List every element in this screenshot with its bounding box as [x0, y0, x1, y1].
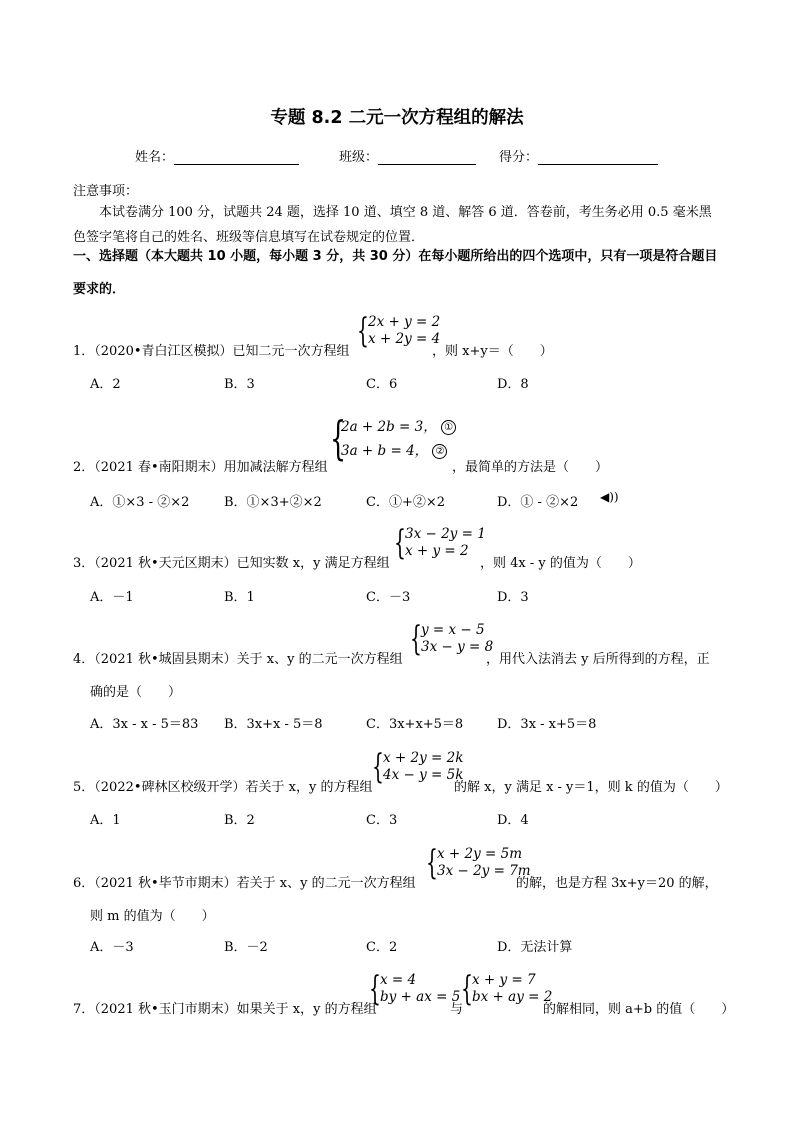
q5-option-a[interactable]: A．1 — [90, 813, 121, 828]
q3-option-a[interactable]: A．－1 — [90, 590, 134, 605]
q3-stem-after: ，则 4x - y 的值为（ ） — [480, 556, 641, 571]
q7-sys2-eq1: x + y = 7 — [472, 972, 536, 988]
q1-eq2: x + 2y = 4 — [368, 331, 441, 347]
notes-heading: 注意事项： — [73, 184, 139, 199]
q7-sys2-eq2: bx + ay = 2 — [472, 989, 553, 1005]
q4-option-a[interactable]: A．3x - x - 5＝83 — [90, 717, 199, 732]
q5-option-c[interactable]: C．3 — [366, 813, 398, 828]
q4-option-c[interactable]: C．3x+x+5＝8 — [366, 717, 464, 732]
q6-option-c[interactable]: C．2 — [366, 940, 398, 955]
q4-stem-before: 4．（2021 秋•城固县期末）关于 x、y 的二元一次方程组 — [73, 652, 403, 667]
q1-option-c[interactable]: C．6 — [366, 377, 398, 392]
q1-system: { 2x + y = 2 x + 2y = 4 — [357, 311, 441, 351]
q2-eq2: 3a + b = 4， — [341, 443, 429, 459]
q3-option-d[interactable]: D．3 — [497, 590, 529, 605]
score-blank[interactable] — [538, 150, 658, 165]
section-heading: 一、选择题（本大题共 10 小题，每小题 3 分，共 30 分）在每小题所给出的四个选项中，只有一项是符合题目要求的． — [73, 249, 718, 297]
class-blank[interactable] — [378, 150, 476, 165]
q1-eq1: 2x + y = 2 — [368, 314, 441, 330]
q5-option-b[interactable]: B．2 — [224, 813, 255, 828]
q4-system: { y = x − 5 3x − y = 8 — [410, 619, 494, 659]
q7-stem-before: 7．（2021 秋•玉门市期末）如果关于 x，y 的方程组 — [73, 1002, 377, 1017]
q7-sys1-eq1: x = 4 — [380, 972, 417, 988]
q2-option-d[interactable]: D．① - ②×2 — [497, 495, 579, 510]
q3-system: { 3x − 2y = 1 x + y = 2 — [394, 523, 486, 563]
q2-mark-1: ① — [441, 420, 456, 435]
q3-eq2: x + y = 2 — [405, 543, 469, 559]
q2-stem-after: ，最简单的方法是（ ） — [452, 460, 609, 475]
q3-option-b[interactable]: B．1 — [224, 590, 255, 605]
q3-stem-before: 3．（2021 秋•天元区期末）已知实数 x，y 满足方程组 — [73, 556, 390, 571]
q2-option-c[interactable]: C．①+②×2 — [366, 495, 446, 510]
q5-stem-after: 的解 x，y 满足 x - y＝1，则 k 的值为（ ） — [454, 780, 728, 795]
q4-stem-line2: 确的是（ ） — [90, 685, 182, 700]
q5-option-d[interactable]: D．4 — [497, 813, 529, 828]
notes-body: 本试卷满分 100 分，试题共 24 题，选择 10 道、填空 8 道、解答 6 道．答卷前，考生务必用 0.5 毫米黑色签字笔将自己的姓名、班级等信息填写在试卷规定的位置． — [73, 205, 712, 245]
q6-eq2: 3x − 2y = 7m — [437, 863, 531, 879]
q5-stem-before: 5．（2022•碑林区校级开学）若关于 x，y 的方程组 — [73, 780, 373, 795]
q7-system-1: { x = 4 by + ax = 5 — [369, 969, 461, 1009]
name-label: 姓名： — [135, 150, 175, 165]
q6-system: { x + 2y = 5m 3x − 2y = 7m — [426, 843, 531, 883]
q1-option-a[interactable]: A．2 — [90, 377, 121, 392]
name-field[interactable] — [135, 146, 299, 165]
name-blank[interactable] — [174, 150, 299, 165]
q4-eq2: 3x − y = 8 — [421, 639, 494, 655]
page-title: 专题 8.2 二元一次方程组的解法 — [270, 108, 524, 128]
q1-stem-before: 1．（2020•青白江区模拟）已知二元一次方程组 — [73, 344, 350, 359]
q2-stem-before: 2．（2021 春•南阳期末）用加减法解方程组 — [73, 460, 328, 475]
q3-option-c[interactable]: C．－3 — [366, 590, 411, 605]
q1-option-d[interactable]: D．8 — [497, 377, 529, 392]
q1-option-b[interactable]: B．3 — [224, 377, 255, 392]
q5-eq1: x + 2y = 2k — [383, 750, 464, 766]
q2-system: { 2a + 2b = 3， ① 3a + b = 4， ② — [330, 415, 456, 463]
q6-stem-line2: 则 m 的值为（ ） — [90, 909, 215, 924]
q1-stem-after: ，则 x+y＝（ ） — [432, 344, 553, 359]
q7-stem-after: 的解相同，则 a+b 的值（ ） — [543, 1002, 735, 1017]
q2-option-b[interactable]: B．①×3+②×2 — [224, 495, 322, 510]
q3-eq1: 3x − 2y = 1 — [405, 526, 486, 542]
speaker-icon[interactable]: ◀)) — [600, 490, 619, 504]
q2-option-a[interactable]: A．①×3 - ②×2 — [90, 495, 190, 510]
class-field[interactable] — [339, 146, 476, 165]
q7-system-2: { x + y = 7 bx + ay = 2 — [461, 969, 553, 1009]
class-label: 班级： — [339, 150, 379, 165]
score-label: 得分： — [499, 150, 539, 165]
q5-eq2: 4x − y = 5k — [383, 767, 464, 783]
q6-stem-after: 的解，也是方程 3x+y＝20 的解， — [516, 876, 718, 891]
score-field[interactable] — [499, 146, 658, 165]
q4-stem-after: ，用代入法消去 y 后所得到的方程，正 — [486, 652, 710, 667]
q2-mark-2: ② — [432, 444, 447, 459]
q6-eq1: x + 2y = 5m — [437, 846, 523, 862]
q7-stem-mid: 与 — [450, 1002, 464, 1017]
q4-option-b[interactable]: B．3x+x - 5＝8 — [224, 717, 323, 732]
q2-eq1: 2a + 2b = 3， — [341, 419, 437, 435]
q5-system: { x + 2y = 2k 4x − y = 5k — [372, 747, 464, 787]
q6-option-d[interactable]: D．无法计算 — [497, 940, 573, 955]
q6-option-b[interactable]: B．－2 — [224, 940, 268, 955]
q4-eq1: y = x − 5 — [421, 622, 485, 638]
q6-option-a[interactable]: A．－3 — [90, 940, 134, 955]
q7-sys1-eq2: by + ax = 5 — [380, 989, 461, 1005]
q6-stem-before: 6．（2021 秋•毕节市期末）若关于 x、y 的二元一次方程组 — [73, 876, 416, 891]
q4-option-d[interactable]: D．3x - x+5＝8 — [497, 717, 597, 732]
